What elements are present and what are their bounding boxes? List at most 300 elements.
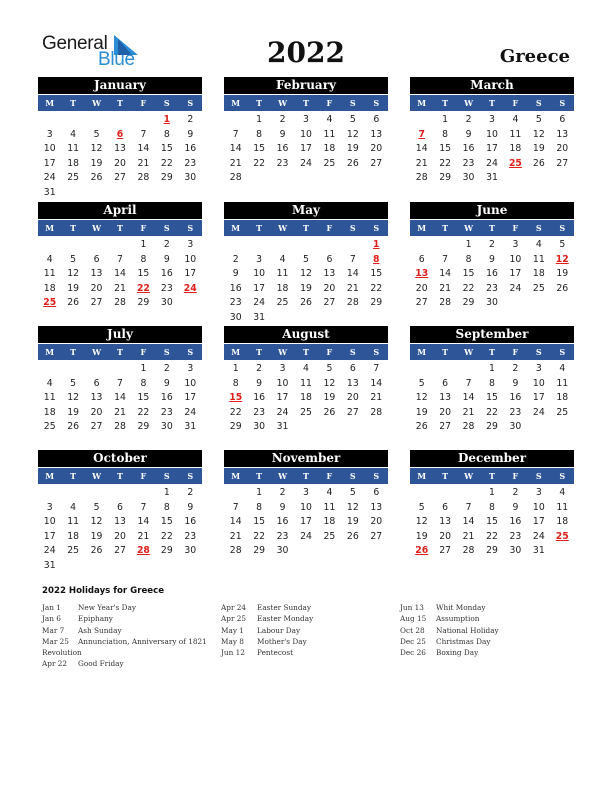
day-cell: 27 [346,406,359,418]
empty-cell [108,238,131,253]
day-cell: 17 [532,516,545,528]
day-cell: 4 [559,487,566,498]
day-cell: 4 [70,128,77,140]
holiday-name: Easter Sunday [257,603,312,612]
day-cell: 4 [279,253,286,265]
day-cell: 31 [276,421,289,433]
month-title: August [224,326,388,343]
weekday-header-row [410,343,574,360]
empty-cell [410,486,433,501]
day-cell: 17 [253,282,266,294]
weekday-header: T [256,98,263,108]
holiday-day-cell: 12 [555,253,569,265]
weekday-header-row [224,467,388,484]
day-cell: 16 [509,516,522,528]
empty-cell [410,238,433,253]
day-cell: 6 [117,501,123,513]
day-cell: 25 [43,421,56,433]
holiday-name: Whit Monday [436,603,486,612]
month-title: January [38,77,202,94]
day-cell: 7 [465,501,472,513]
day-cell: 29 [137,421,150,433]
month-december [410,450,574,559]
weekday-header: T [303,223,309,233]
day-cell: 22 [160,530,173,542]
day-cell: 7 [442,253,449,265]
day-cell: 16 [276,143,289,155]
weekday-header: W [278,347,288,357]
day-cell: 23 [462,157,475,169]
empty-cell [61,238,84,253]
weekday-header: M [417,347,427,357]
day-cell: 30 [184,172,197,184]
day-cell: 18 [556,516,569,528]
holiday-row [400,636,499,647]
day-cell: 11 [556,377,569,389]
day-cell: 1 [465,239,472,250]
day-cell: 27 [90,297,103,309]
day-cell: 8 [163,501,170,513]
day-cell: 17 [276,392,289,404]
day-cell: 20 [90,282,103,294]
day-cell: 8 [489,501,495,513]
month-title: November [224,450,388,467]
day-cell: 2 [187,487,194,498]
holiday-date: Oct 28 [400,625,425,635]
weekday-header: W [278,471,288,481]
day-cell: 4 [326,487,333,498]
day-cell: 30 [184,545,197,557]
weekday-header-row [38,94,202,111]
holiday-date: Jan 6 [42,614,61,624]
holiday-name: Good Friday [78,659,124,669]
month-november [224,450,388,559]
holiday-column [42,602,207,670]
day-cell: 20 [114,530,126,542]
day-cell: 18 [532,268,545,280]
day-cell: 17 [184,268,197,280]
day-cell: 7 [232,501,239,513]
day-cell: 19 [323,392,336,404]
empty-cell [85,238,108,253]
day-cell: 25 [323,157,336,169]
day-cell: 31 [43,186,56,198]
empty-cell [410,362,433,377]
empty-cell [247,238,270,253]
day-cell: 16 [184,143,197,155]
holiday-day-cell: 1 [373,239,380,250]
holiday-row [400,602,499,613]
day-cell: 10 [184,377,197,389]
weekday-header: S [559,471,566,481]
day-cell: 6 [442,501,449,513]
day-cell: 15 [253,516,266,528]
day-cell: 10 [43,143,56,155]
day-cell: 19 [346,516,359,528]
month-september [410,326,574,435]
weekday-header: S [349,471,356,481]
empty-cell [38,238,61,253]
weekday-header: S [163,98,170,108]
empty-cell [433,238,456,253]
day-cell: 10 [253,268,266,280]
day-cell: 19 [90,530,103,542]
weekday-header: M [417,223,427,233]
day-cell: 25 [323,530,336,542]
day-cell: 9 [187,501,194,513]
day-cell: 18 [509,143,522,155]
month-june [410,202,574,311]
day-cell: 26 [346,157,359,169]
weekday-header: T [489,347,495,357]
weekday-header: M [231,471,241,481]
day-cell: 24 [509,282,522,294]
day-cell: 12 [415,392,428,404]
day-cell: 13 [323,268,336,280]
day-cell: 21 [137,157,150,169]
holiday-date: Apr 25 [221,614,247,624]
holiday-name: Christmas Day [436,636,491,646]
day-cell: 28 [462,421,475,433]
day-cell: 16 [462,143,475,155]
day-cell: 29 [229,421,242,433]
holiday-name: Mother's Day [257,636,307,646]
weekday-header: M [45,347,55,357]
day-cell: 24 [276,406,289,418]
day-cell: 24 [486,157,498,169]
day-cell: 30 [253,421,266,433]
holiday-row [221,625,313,636]
empty-cell [85,362,108,377]
empty-cell [341,238,364,253]
day-cell: 8 [256,501,263,513]
holiday-column [400,602,499,658]
day-cell: 27 [370,530,383,542]
holiday-date: Dec 25 [400,636,426,646]
day-cell: 12 [323,377,336,389]
empty-cell [108,362,131,377]
day-cell: 19 [346,143,359,155]
weekday-header-row [38,467,202,484]
day-cell: 24 [184,406,197,418]
holiday-row [42,636,207,647]
day-cell: 13 [346,377,359,389]
day-cell: 10 [509,253,522,265]
weekday-header: T [489,98,495,108]
holiday-name: Annunciation, Anniversary of 1821 [78,636,207,646]
day-cell: 20 [90,406,103,418]
holiday-day-cell: 1 [163,114,171,125]
empty-cell [457,362,480,377]
weekday-header: T [70,347,77,357]
weekday-header: M [45,98,55,108]
empty-cell [224,486,247,501]
weekday-header: S [187,347,194,357]
day-cell: 8 [232,377,239,389]
day-cell: 3 [303,114,309,125]
weekday-header: W [92,98,102,108]
empty-cell [410,113,433,128]
day-cell: 22 [370,282,383,294]
holiday-row [400,613,499,624]
day-cell: 15 [160,143,173,155]
month-august [224,326,388,435]
day-cell: 30 [276,545,289,557]
day-grid [38,238,202,311]
day-cell: 9 [279,501,286,513]
day-cell: 7 [117,377,123,389]
day-cell: 20 [114,157,126,169]
weekday-header: F [326,471,333,481]
day-cell: 13 [370,501,383,513]
weekday-header: S [163,347,170,357]
weekday-header-row [224,219,388,236]
weekday-header: S [187,98,194,108]
weekday-header: T [256,223,263,233]
day-cell: 4 [46,253,53,265]
weekday-header: M [231,223,241,233]
weekday-header: S [163,471,170,481]
day-cell: 29 [137,297,150,309]
day-cell: 19 [300,282,312,294]
holiday-row [42,658,207,669]
holiday-date: Dec 26 [400,648,426,658]
day-cell: 7 [117,253,123,265]
weekday-header: W [92,223,102,233]
day-grid [410,486,574,559]
day-grid [410,362,574,435]
day-cell: 23 [184,530,197,542]
day-cell: 13 [90,268,103,280]
day-cell: 9 [163,253,170,265]
weekday-header: W [464,347,474,357]
day-grid [224,486,388,559]
day-cell: 12 [532,128,545,140]
day-cell: 5 [535,114,542,125]
day-cell: 18 [67,530,80,542]
weekday-header: T [70,223,77,233]
weekday-header: T [442,471,449,481]
weekday-header: S [559,98,566,108]
weekday-header-row [410,94,574,111]
day-cell: 16 [160,392,173,404]
day-cell: 4 [559,363,566,374]
empty-cell [85,113,108,128]
day-cell: 23 [253,406,266,418]
day-cell: 3 [535,487,542,498]
day-cell: 17 [184,392,197,404]
day-cell: 9 [512,377,519,389]
day-cell: 16 [184,516,197,528]
day-cell: 9 [256,377,263,389]
holidays-title: 2022 Holidays for Greece [42,586,165,596]
day-cell: 15 [137,392,150,404]
day-cell: 28 [415,172,428,184]
day-cell: 8 [140,377,147,389]
holiday-day-cell: 26 [415,545,429,557]
day-cell: 19 [67,282,80,294]
day-cell: 29 [370,297,383,309]
day-cell: 21 [370,392,383,404]
day-cell: 15 [486,392,498,404]
day-cell: 11 [43,268,56,280]
weekday-header-row [410,219,574,236]
day-grid [224,362,388,435]
day-cell: 30 [509,545,522,557]
weekday-header: M [231,98,241,108]
day-cell: 17 [43,157,56,169]
day-cell: 11 [509,128,522,140]
weekday-header: M [417,98,427,108]
day-cell: 6 [559,114,566,125]
day-cell: 20 [556,143,569,155]
weekday-header: T [256,471,263,481]
day-cell: 5 [70,377,77,389]
empty-cell [38,113,61,128]
day-cell: 17 [486,143,498,155]
holiday-name: Pentecost [257,648,294,658]
day-cell: 27 [90,421,103,433]
holiday-date: May 8 [221,636,244,646]
month-february [224,77,388,186]
day-cell: 7 [349,253,356,265]
day-cell: 21 [229,157,242,169]
day-cell: 12 [67,392,80,404]
day-cell: 25 [300,406,312,418]
day-cell: 11 [323,501,336,513]
day-cell: 1 [140,239,147,250]
empty-cell [224,238,247,253]
day-cell: 11 [532,253,545,265]
day-cell: 30 [486,297,498,309]
day-cell: 10 [300,128,312,140]
weekday-header: W [278,223,288,233]
day-cell: 19 [415,530,428,542]
holiday-name: Assumption [436,614,480,624]
day-cell: 22 [439,157,452,169]
weekday-header: S [349,347,356,357]
holiday-row [42,602,207,613]
weekday-header: S [535,347,542,357]
day-cell: 9 [232,268,239,280]
month-july [38,326,202,435]
day-cell: 3 [256,253,263,265]
weekday-header-row [410,467,574,484]
holiday-date: Apr 22 [42,659,68,669]
day-cell: 13 [370,128,383,140]
weekday-header: S [559,347,566,357]
month-title: June [410,202,574,219]
day-cell: 17 [300,143,312,155]
day-cell: 26 [415,421,428,433]
month-title: December [410,450,574,467]
weekday-header: W [278,98,288,108]
holiday-day-cell: 25 [508,157,522,169]
day-cell: 2 [256,363,263,374]
day-cell: 18 [276,282,289,294]
day-cell: 19 [415,406,428,418]
day-cell: 20 [323,282,336,294]
holiday-row [400,625,499,636]
weekday-header: F [326,98,333,108]
weekday-header: F [140,98,147,108]
day-cell: 21 [137,530,150,542]
day-cell: 28 [439,297,452,309]
day-cell: 19 [67,406,80,418]
day-cell: 5 [418,377,425,389]
day-cell: 30 [160,297,173,309]
day-cell: 24 [300,530,312,542]
month-title: July [38,326,202,343]
weekday-header: W [464,471,474,481]
day-cell: 12 [346,501,359,513]
day-cell: 13 [556,128,569,140]
day-cell: 5 [418,501,425,513]
holiday-name: Epiphany [78,614,113,624]
day-cell: 21 [462,530,475,542]
day-grid [410,113,574,186]
day-cell: 27 [556,157,569,169]
day-cell: 3 [489,114,495,125]
day-cell: 12 [346,128,359,140]
day-cell: 10 [532,377,545,389]
empty-cell [132,113,155,128]
weekday-header: T [303,98,309,108]
day-cell: 6 [326,253,333,265]
day-cell: 2 [489,239,495,250]
month-title: April [38,202,202,219]
weekday-header: S [373,471,380,481]
weekday-header: S [373,98,380,108]
day-cell: 14 [415,143,428,155]
month-title: February [224,77,388,94]
day-cell: 4 [535,239,542,250]
day-cell: 14 [462,516,475,528]
day-cell: 4 [512,114,519,125]
day-grid [38,486,202,574]
holiday-row [221,636,313,647]
day-cell: 1 [232,363,239,374]
weekday-header: F [326,347,333,357]
day-cell: 3 [46,128,53,140]
day-cell: 26 [67,297,80,309]
holiday-row [221,647,313,658]
day-cell: 22 [137,406,150,418]
day-cell: 26 [67,421,80,433]
day-cell: 11 [300,377,312,389]
weekday-header: T [489,223,495,233]
day-cell: 14 [229,516,242,528]
weekday-header: T [256,347,263,357]
month-april [38,202,202,311]
holiday-name: New Year's Day [78,603,137,612]
empty-cell [61,113,84,128]
empty-cell [271,238,294,253]
day-cell: 5 [559,239,566,250]
day-cell: 15 [462,268,475,280]
day-cell: 8 [465,253,472,265]
holiday-row [42,647,207,658]
day-cell: 20 [439,530,452,542]
holiday-day-cell: 22 [136,282,150,294]
holiday-day-cell: 7 [418,128,425,140]
day-cell: 19 [556,268,569,280]
day-cell: 16 [229,282,242,294]
day-cell: 12 [67,268,80,280]
day-cell: 14 [370,377,383,389]
empty-cell [85,486,108,501]
day-cell: 21 [439,282,452,294]
